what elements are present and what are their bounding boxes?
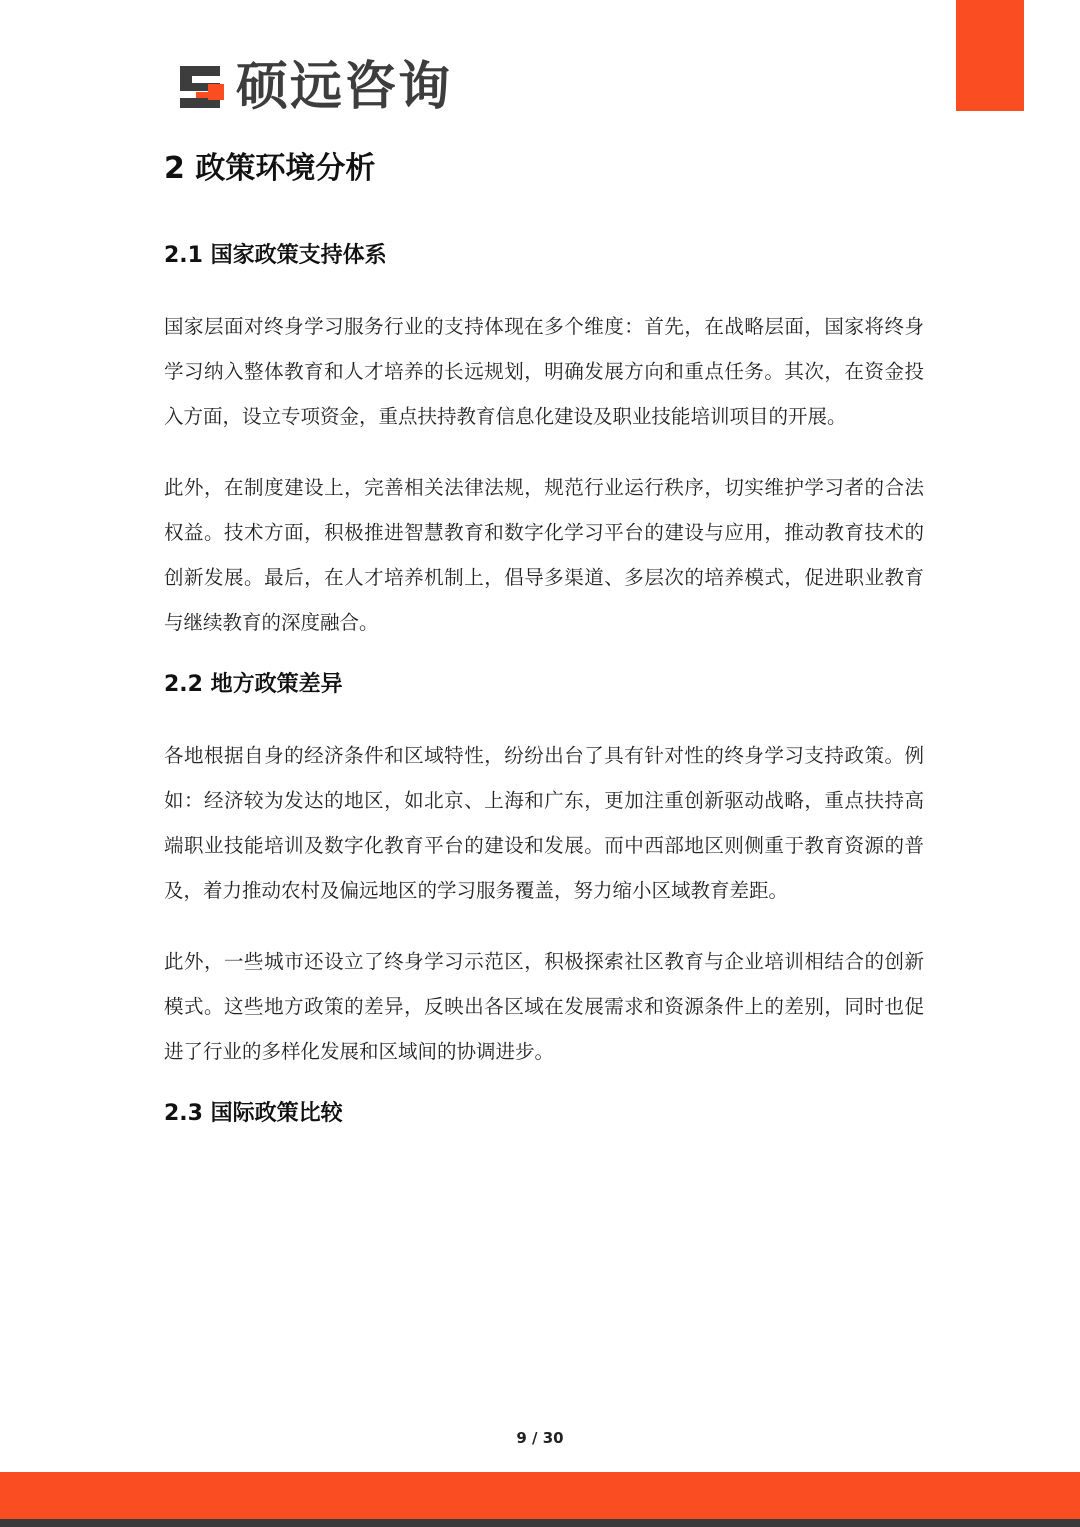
page-number: 9 / 30	[516, 1429, 564, 1447]
paragraph: 此外，一些城市还设立了终身学习示范区，积极探索社区教育与企业培训相结合的创新模式。这些地方政策的差异，反映出各区域在发展需求和资源条件上的差别，同时也促进了行业的多样化发展和区域间的协调进步。	[164, 950, 924, 1063]
subsection-heading: 2.2 地方政策差异	[164, 672, 343, 697]
company-logo	[176, 58, 452, 116]
paragraph: 此外，在制度建设上，完善相关法律法规，规范行业运行秩序，切实维护学习者的合法权益。技术方面，积极推进智慧教育和数字化学习平台的建设与应用，推动教育技术的创新发展。最后，在人才培养机制上，倡导多渠道、多层次的培养模式，促进职业教育与继续教育的深度融合。	[164, 476, 924, 634]
footer-accent-bar	[0, 1472, 1080, 1519]
logo-text: 硕远咨询	[236, 57, 453, 117]
paragraph: 各地根据自身的经济条件和区域特性，纷纷出台了具有针对性的终身学习支持政策。例如：经济较为发达的地区，如北京、上海和广东，更加注重创新驱动战略，重点扶持高端职业技能培训及数字化教育平台的建设和发展。而中西部地区则侧重于教育资源的普及，着力推动农村及偏远地区的学习服务覆盖，努力缩小区域教育差距。	[164, 744, 924, 902]
footer-dark-strip	[0, 1519, 1080, 1527]
subsection-heading: 2.1 国家政策支持体系	[164, 243, 387, 268]
corner-accent-tab	[956, 0, 1024, 111]
paragraph: 国家层面对终身学习服务行业的支持体现在多个维度：首先，在战略层面，国家将终身学习纳入整体教育和人才培养的长远规划，明确发展方向和重点任务。其次，在资金投入方面，设立专项资金，重点扶持教育信息化建设及职业技能培训项目的开展。	[164, 315, 924, 428]
document-body	[164, 144, 924, 1162]
stylized-s-logo-icon	[176, 62, 228, 112]
section-title: 2 政策环境分析	[164, 151, 376, 186]
subsection-heading: 2.3 国际政策比较	[164, 1101, 343, 1126]
